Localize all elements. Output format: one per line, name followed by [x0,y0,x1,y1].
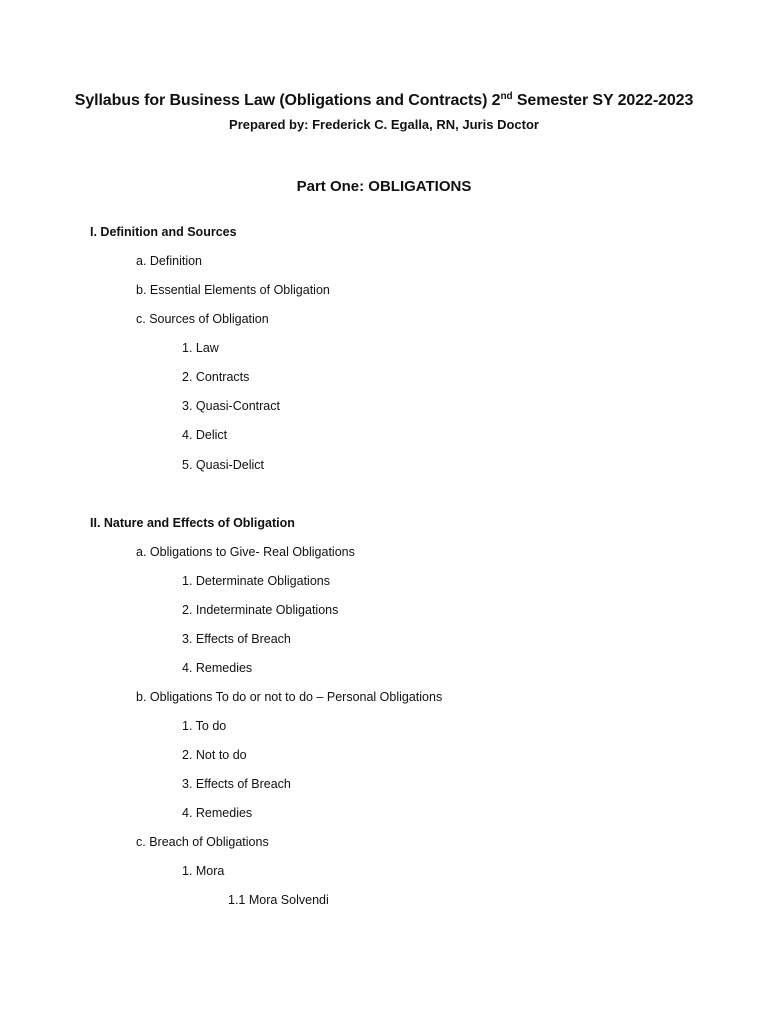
outline-subitem: 3. Quasi-Contract [182,399,280,413]
section-heading-definition-sources: I. Definition and Sources [90,225,237,239]
section-heading-nature-effects: II. Nature and Effects of Obligation [90,516,295,530]
title-tail: Semester SY 2022-2023 [512,92,694,109]
outline-subitem: 4. Delict [182,428,228,442]
outline-subsubitem: 1.1 Mora Solvendi [228,893,329,907]
title-main: Syllabus for Business Law (Obligations and Contracts) 2 [74,92,501,109]
outline-subitem: 1. Determinate Obligations [182,574,330,588]
outline-subitem: 5. Quasi-Delict [182,458,264,472]
outline-subitem: 4. Remedies [182,661,253,675]
outline-item: a. Definition [136,254,203,268]
outline-subitem: 1. Mora [182,864,225,878]
outline-subitem: 1. To do [182,719,227,733]
outline-item: a. Obligations to Give- Real Obligations [136,545,355,559]
outline-subitem: 3. Effects of Breach [182,777,291,791]
part-title: Part One: OBLIGATIONS [296,178,472,195]
outline-subitem: 1. Law [182,341,219,355]
prepared-by: Prepared by: Frederick C. Egalla, RN, Juris Doctor [229,117,539,132]
outline-subitem: 2. Indeterminate Obligations [182,603,339,617]
outline-item: b. Essential Elements of Obligation [136,283,330,297]
title-superscript: nd [500,91,513,102]
outline-subitem: 2. Not to do [182,748,247,762]
outline-item: b. Obligations To do or not to do – Personal Obligations [136,690,443,704]
outline-item: c. Sources of Obligation [136,312,269,326]
outline-subitem: 4. Remedies [182,806,253,820]
outline-subitem: 3. Effects of Breach [182,632,291,646]
outline-subitem: 2. Contracts [182,370,250,384]
outline-item: c. Breach of Obligations [136,835,269,849]
document-title [0,92,768,110]
